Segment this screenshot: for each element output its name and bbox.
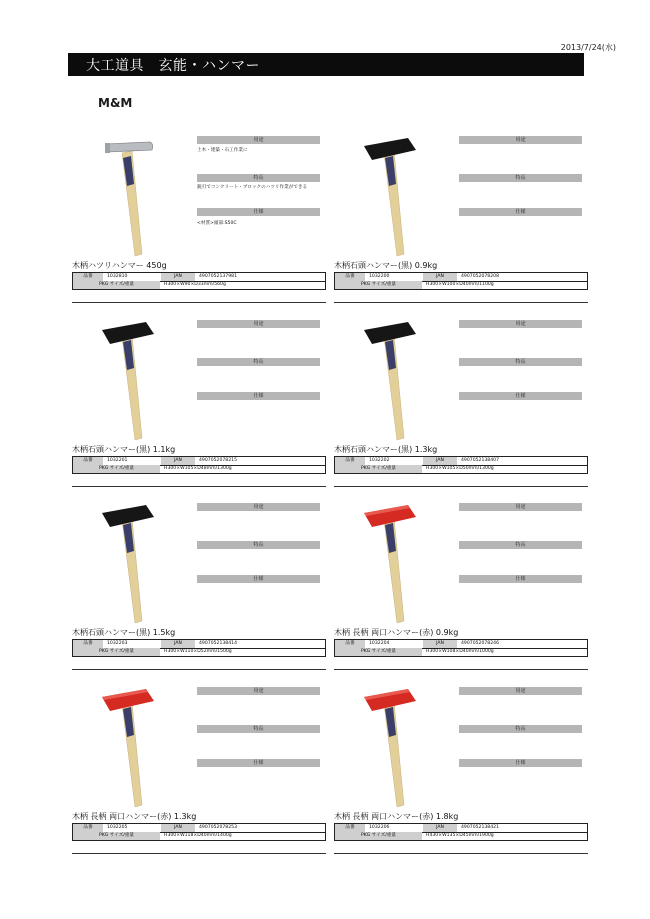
- divider: [334, 486, 588, 487]
- jan-label: JAN: [423, 457, 457, 465]
- jan-label: JAN: [423, 273, 457, 281]
- product-name: 木柄 長柄 両口ハンマー(赤) 1.3kg: [72, 812, 197, 821]
- spec-table: [334, 823, 588, 841]
- spec-row-pkg: [335, 832, 587, 840]
- features-label: 特長: [197, 174, 320, 182]
- jan-code: 4907052078246: [461, 641, 499, 646]
- jan-code: 4907052078253: [199, 825, 237, 830]
- features-text: 鋭刃でコンクリート・ブロックのハツリ作業ができる: [197, 185, 308, 190]
- jan-label: JAN: [161, 640, 195, 648]
- pkg-value: H300×W105×D50mm/1300g: [426, 466, 494, 471]
- product-card: [72, 320, 326, 496]
- spec-table: [72, 456, 326, 474]
- usage-label: 用途: [459, 136, 582, 144]
- code-label: 品番: [73, 273, 103, 281]
- spec-row-pkg: [335, 465, 587, 473]
- product-code: 1032206: [369, 825, 390, 830]
- product-card: [334, 320, 588, 496]
- jan-code: 4907052137981: [199, 274, 237, 279]
- pkg-value: H300×W100×D40mm/1100g: [426, 282, 494, 287]
- usage-label: 用途: [197, 320, 320, 328]
- code-label: 品番: [73, 640, 103, 648]
- hammer-image-3: [94, 320, 164, 448]
- jan-label: JAN: [423, 640, 457, 648]
- product-name: 木柄 長柄 両口ハンマー(赤) 0.9kg: [334, 628, 459, 637]
- hammer-image-8: [356, 687, 426, 815]
- divider: [334, 302, 588, 303]
- specs-text: <材質>頭部:S50C: [197, 221, 237, 226]
- spec-table: [72, 272, 326, 290]
- specs-label: 仕様: [197, 759, 320, 767]
- pkg-label: PKG サイズ/重量: [73, 832, 160, 840]
- divider: [72, 302, 326, 303]
- product-card: [334, 136, 588, 312]
- product-code: 1032204: [369, 641, 390, 646]
- product-code: 1032201: [107, 458, 128, 463]
- pkg-label: PKG サイズ/重量: [335, 832, 422, 840]
- usage-label: 用途: [197, 503, 320, 511]
- product-image: [356, 136, 426, 264]
- product-code: 1032200: [369, 274, 390, 279]
- product-name: 木柄石頭ハンマー(黒) 1.3kg: [334, 445, 438, 454]
- product-image: [356, 503, 426, 631]
- spec-table: [334, 272, 588, 290]
- spec-table: [72, 823, 326, 841]
- features-label: 特長: [197, 358, 320, 366]
- product-image: [94, 320, 164, 448]
- specs-label: 仕様: [197, 575, 320, 583]
- code-label: 品番: [335, 824, 365, 832]
- pkg-value: H430×W135×D45mm/1900g: [426, 833, 494, 838]
- specs-label: 仕様: [197, 392, 320, 400]
- jan-code: 4907052078208: [461, 274, 499, 279]
- pkg-value: H300×W110×D52mm/1500g: [164, 649, 232, 654]
- usage-label: 用途: [459, 320, 582, 328]
- specs-label: 仕様: [459, 575, 582, 583]
- pkg-value: H300×W108×D40mm/1000g: [426, 649, 494, 654]
- jan-code: 4907052138421: [461, 825, 499, 830]
- spec-row-pkg: [335, 281, 587, 289]
- hammer-image-1: [94, 136, 164, 264]
- divider: [334, 853, 588, 854]
- jan-code: 4907052078215: [199, 458, 237, 463]
- product-card: [334, 687, 588, 863]
- specs-label: 仕様: [459, 208, 582, 216]
- product-image: [94, 503, 164, 631]
- spec-table: [334, 456, 588, 474]
- specs-label: 仕様: [459, 392, 582, 400]
- hammer-image-5: [94, 503, 164, 631]
- pkg-label: PKG サイズ/重量: [335, 465, 422, 473]
- spec-table: [72, 639, 326, 657]
- product-name: 木柄石頭ハンマー(黒) 1.5kg: [72, 628, 176, 637]
- product-code: 1032202: [369, 458, 390, 463]
- usage-label: 用途: [459, 687, 582, 695]
- pkg-label: PKG サイズ/重量: [335, 281, 422, 289]
- spec-row-pkg: [73, 465, 325, 473]
- product-card: [334, 503, 588, 679]
- code-label: 品番: [73, 457, 103, 465]
- spec-table: [334, 639, 588, 657]
- product-code: 1032205: [107, 825, 128, 830]
- print-date: 2013/7/24(水): [560, 43, 616, 52]
- product-card: [72, 503, 326, 679]
- jan-label: JAN: [161, 457, 195, 465]
- hammer-image-4: [356, 320, 426, 448]
- product-name: 木柄ハツリハンマー 450g: [72, 261, 167, 270]
- code-label: 品番: [335, 273, 365, 281]
- jan-code: 4907052138414: [199, 641, 237, 646]
- divider: [334, 669, 588, 670]
- specs-label: 仕様: [459, 759, 582, 767]
- product-code: 1032810: [107, 274, 128, 279]
- spec-row-pkg: [73, 281, 325, 289]
- pkg-value: H300×W105×D48mm/1300g: [164, 466, 232, 471]
- features-label: 特長: [459, 541, 582, 549]
- usage-label: 用途: [197, 136, 320, 144]
- jan-label: JAN: [161, 273, 195, 281]
- product-image: [94, 687, 164, 815]
- usage-label: 用途: [197, 687, 320, 695]
- product-image: [94, 136, 164, 264]
- spec-row-pkg: [73, 648, 325, 656]
- page-title: 大工道具 玄能・ハンマー: [86, 58, 260, 74]
- features-label: 特長: [197, 725, 320, 733]
- pkg-label: PKG サイズ/重量: [73, 648, 160, 656]
- features-label: 特長: [459, 358, 582, 366]
- specs-label: 仕様: [197, 208, 320, 216]
- usage-text: 土木・建築・石工作業に: [197, 148, 248, 153]
- product-name: 木柄石頭ハンマー(黒) 0.9kg: [334, 261, 438, 270]
- spec-row-pkg: [335, 648, 587, 656]
- pkg-label: PKG サイズ/重量: [73, 281, 160, 289]
- divider: [72, 669, 326, 670]
- brand-name: M&M: [98, 96, 133, 110]
- hammer-image-7: [94, 687, 164, 815]
- divider: [72, 486, 326, 487]
- product-image: [356, 687, 426, 815]
- product-name: 木柄石頭ハンマー(黒) 1.1kg: [72, 445, 176, 454]
- pkg-value: H300×W90×D33mm/560g: [164, 282, 226, 287]
- spec-row-pkg: [73, 832, 325, 840]
- product-card: [72, 687, 326, 863]
- code-label: 品番: [335, 457, 365, 465]
- product-image: [356, 320, 426, 448]
- features-label: 特長: [459, 174, 582, 182]
- hammer-image-2: [356, 136, 426, 264]
- pkg-value: H300×W118×D40mm/1400g: [164, 833, 232, 838]
- features-label: 特長: [197, 541, 320, 549]
- features-label: 特長: [459, 725, 582, 733]
- product-card: [72, 136, 326, 312]
- jan-label: JAN: [423, 824, 457, 832]
- jan-label: JAN: [161, 824, 195, 832]
- code-label: 品番: [335, 640, 365, 648]
- product-code: 1032203: [107, 641, 128, 646]
- hammer-image-6: [356, 503, 426, 631]
- title-banner: [68, 53, 584, 76]
- code-label: 品番: [73, 824, 103, 832]
- pkg-label: PKG サイズ/重量: [335, 648, 422, 656]
- usage-label: 用途: [459, 503, 582, 511]
- jan-code: 4907052138407: [461, 458, 499, 463]
- pkg-label: PKG サイズ/重量: [73, 465, 160, 473]
- product-name: 木柄 長柄 両口ハンマー(赤) 1.8kg: [334, 812, 459, 821]
- divider: [72, 853, 326, 854]
